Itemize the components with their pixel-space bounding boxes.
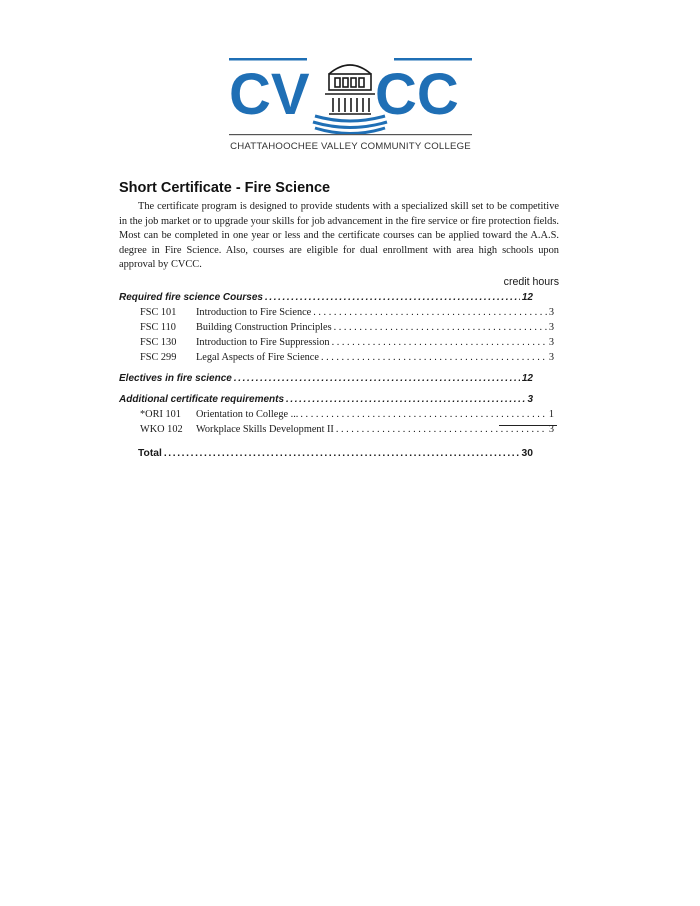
- course-name: Legal Aspects of Fire Science: [196, 351, 319, 363]
- total-row: [119, 446, 533, 461]
- logo-text-right: CC: [375, 62, 459, 127]
- course-code: WKO 102: [140, 423, 183, 435]
- course-name: Introduction to Fire Suppression: [196, 336, 330, 348]
- section-label: Electives in fire science: [119, 372, 232, 384]
- course-row: [119, 335, 554, 350]
- section-label: Additional certificate requirements: [119, 393, 285, 405]
- total-hours: 30: [521, 447, 533, 459]
- logo-base-arcs: [313, 116, 387, 134]
- leader-dots: [334, 320, 547, 335]
- leader-dots: [321, 350, 547, 365]
- logo-underline: [229, 134, 472, 135]
- course-name: Orientation to College ...: [196, 408, 299, 420]
- leader-dots: [300, 407, 546, 422]
- course-row: [119, 350, 554, 365]
- leader-dots: [313, 305, 547, 320]
- section-hours: 12: [521, 291, 533, 303]
- course-row: [119, 407, 554, 422]
- section-hours: 12: [521, 372, 533, 384]
- course-hours: 1: [548, 408, 554, 420]
- leader-dots: [265, 290, 520, 305]
- course-hours: 3: [548, 423, 554, 435]
- section-hours: 3: [527, 393, 533, 405]
- section-required: [119, 290, 533, 305]
- logo-text-left: CV: [229, 62, 310, 127]
- section-electives: [119, 371, 533, 386]
- course-hours: 3: [548, 336, 554, 348]
- course-row: [119, 320, 554, 335]
- course-hours: 3: [548, 351, 554, 363]
- page-title: Short Certificate - Fire Science: [119, 180, 331, 196]
- course-code: FSC 110: [140, 321, 176, 333]
- college-name: CHATTAHOOCHEE VALLEY COMMUNITY COLLEGE: [230, 141, 471, 152]
- leader-dots: [164, 446, 520, 461]
- leader-dots: [234, 371, 520, 386]
- course-code: FSC 130: [140, 336, 177, 348]
- total-label: Total: [138, 447, 162, 459]
- course-code: FSC 101: [140, 306, 177, 318]
- certificate-document: [119, 180, 559, 461]
- total-rule: [499, 425, 557, 426]
- course-name: Building Construction Principles: [196, 321, 332, 333]
- course-code: FSC 299: [140, 351, 177, 363]
- section-additional: [119, 392, 533, 407]
- course-hours: 3: [548, 321, 554, 333]
- section-label: Required fire science Courses: [119, 291, 263, 303]
- course-code: *ORI 101: [140, 408, 181, 420]
- leader-dots: [286, 392, 525, 407]
- logo-rule-right: [394, 58, 472, 61]
- course-hours: 3: [548, 306, 554, 318]
- logo-rule-left: [229, 58, 307, 61]
- course-row: [119, 305, 554, 320]
- course-name: Workplace Skills Development II: [196, 423, 334, 435]
- rotunda-building-icon: [325, 65, 375, 114]
- course-name: Introduction to Fire Science: [196, 306, 312, 318]
- intro-paragraph: The certificate program is designed to provide students with a specialized skill set to be competitive in the job market or to upgrade your skills for job advancement in the fire service or fire protection fields. Most can be completed in one year or less and the certificate courses can be applied toward the A.A.S. degree in Fire Science. Also, courses are eligible for dual enrollment with area high schools upon approval by CVCC.: [119, 201, 559, 271]
- credit-hours-header: credit hours: [503, 275, 559, 288]
- leader-dots: [332, 335, 547, 350]
- college-logo: [229, 54, 472, 154]
- course-row: [119, 422, 554, 437]
